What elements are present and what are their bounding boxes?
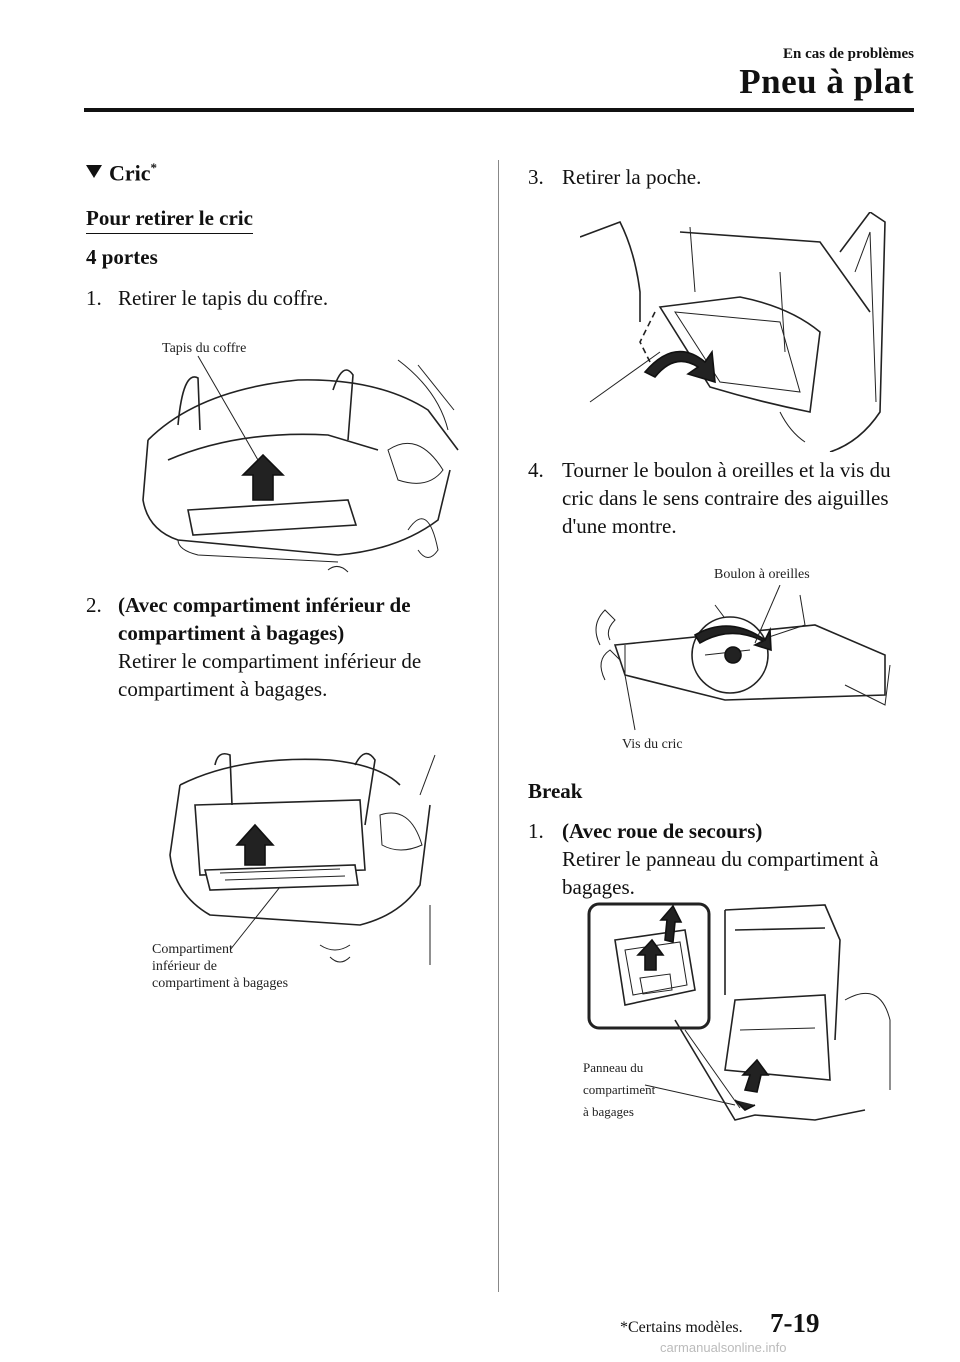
subheading-remove-jack: Pour retirer le cric (86, 206, 253, 234)
fig2-label-line-2: inférieur de (152, 959, 217, 974)
step-4-number: 4. (528, 458, 544, 482)
step-3-number: 3. (528, 165, 544, 189)
heading-cric-text: Cric (109, 160, 151, 186)
subheading-four-door: 4 portes (86, 245, 158, 269)
watermark: carmanualsonline.info (660, 1340, 787, 1355)
step-2 (86, 591, 496, 703)
figure-jack (585, 585, 895, 745)
break-step-1-line-1: Retirer le panneau du compartiment à (562, 847, 879, 871)
step-2-number: 2. (86, 593, 102, 617)
step-2-text-2: compartiment à bagages. (118, 677, 328, 701)
step-3-text: Retirer la poche. (562, 165, 702, 189)
fig2-label-line-3: compartiment à bagages (152, 976, 289, 991)
heading-cric (86, 160, 157, 186)
figure-trunk-mat (138, 350, 460, 580)
footnote: *Certains modèles. (620, 1319, 743, 1336)
step-4 (528, 456, 928, 540)
figure-pocket (580, 212, 890, 452)
step-4-line-2: cric dans le sens contraire des aiguilles (562, 486, 889, 510)
break-step-1-condition: (Avec roue de secours) (562, 819, 763, 843)
page-number: 7-19 (770, 1308, 820, 1338)
step-3 (528, 163, 928, 191)
step-4-line-3: d'une montre. (562, 514, 677, 538)
fig5-label-line-3: à bagages (583, 1104, 634, 1119)
step-2-condition-1: (Avec compartiment inférieur de (118, 593, 411, 617)
fig2-label-line-1: Compartiment (152, 942, 233, 957)
fig4-label-screw: Vis du cric (622, 737, 683, 752)
fig1-label: Tapis du coffre (162, 341, 247, 356)
chapter-title: En cas de problèmes (783, 46, 914, 62)
step-1 (86, 284, 486, 312)
break-step-1 (528, 817, 928, 901)
break-step-1-line-2: bagages. (562, 875, 635, 899)
step-2-condition-2: compartiment à bagages) (118, 621, 345, 645)
step-1-text: Retirer le tapis du coffre. (118, 286, 329, 310)
fig4-label-bolt: Boulon à oreilles (714, 567, 810, 582)
step-1-number: 1. (86, 286, 102, 310)
footnote-marker: * (150, 160, 158, 175)
fig5-label-line-2: compartiment (583, 1082, 656, 1097)
header-rule (84, 108, 914, 112)
section-title: Pneu à plat (739, 62, 914, 101)
column-separator (498, 160, 499, 1292)
step-2-text-1: Retirer le compartiment inférieur de (118, 649, 422, 673)
fig5-label-line-1: Panneau du (583, 1060, 644, 1075)
break-step-1-number: 1. (528, 819, 544, 843)
heading-break: Break (528, 779, 583, 803)
step-4-line-1: Tourner le boulon à oreilles et la vis du (562, 458, 891, 482)
triangle-marker-icon (86, 165, 102, 178)
fig5-label (583, 1057, 655, 1123)
fig2-label (152, 941, 288, 992)
